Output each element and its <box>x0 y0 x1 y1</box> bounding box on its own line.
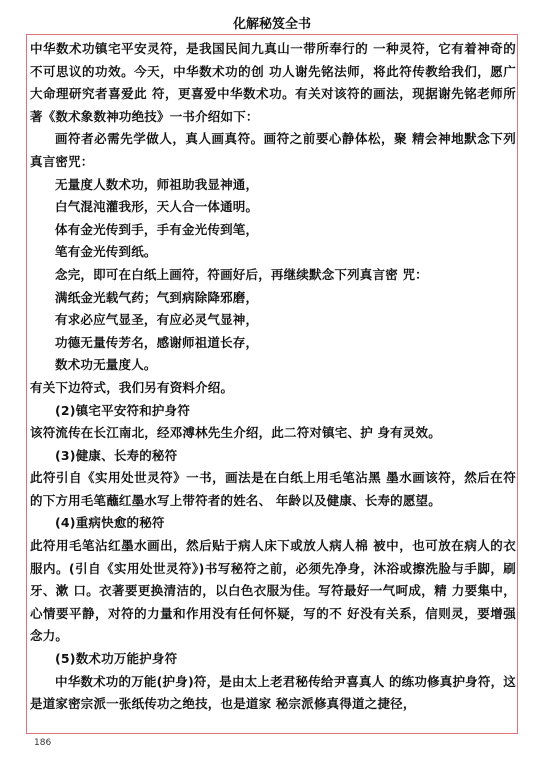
paragraph-section-5: 中华数术功的万能(护身)符，是由太上老君秘传给尹喜真人 的练功修真护身符，这是道家密宗派一张纸传功之绝技，也是道家 秘宗派修真得道之捷径， <box>30 673 516 712</box>
page-body <box>30 38 516 716</box>
section-heading-5: (5)数术功万能护身符 <box>55 651 178 667</box>
paragraph-section-3: 此符引自《实用处世灵符》一书，画法是在白纸上用毛笔沾黑 墨水画该符，然后在符的下方用毛笔蘸红墨水写上带符者的姓名、 年龄以及健康、长寿的愿望。 <box>30 470 516 508</box>
page-number: 186 <box>34 738 52 748</box>
section-heading-4: (4)重病快愈的秘符 <box>55 515 165 531</box>
paragraph-intro: 中华数术功镇宅平安灵符，是我国民间九真山一带所奉行的 一种灵符，它有着神奇的不可思议的功效。今天，中华数术功的创 功人谢先铭法师，将此符传教给我们，愿广大命理研究者喜爱此 符，更喜爱中华数术功。有关对该符的画法，现据谢先铭老师所著《数术象数神功绝技》一书介绍如下： <box>30 41 516 124</box>
mantra-line: 功德无量传芳名，感谢师祖道长存， <box>55 334 259 350</box>
paragraph-section-4: 此符用毛笔沾红墨水画出，然后贴于病人床下或放人病人棉 被中，也可放在病人的衣服内。(引自《实用处世灵符》)书写秘符之前，必须先净身，沐浴或擦洗脸与手脚，刷牙、漱 口。衣著要更换清洁的，以白色衣服为佳。写符最好一气呵成，精 力要集中，心情要平静，对符的力量和作用没有任何怀疑，写的不 好没有关系，信则灵，要增强念力。 <box>30 538 516 644</box>
section-heading-2: (2)镇宅平安符和护身符 <box>55 402 191 418</box>
mantra-line: 有求必应气显圣，有应必灵气显神， <box>55 312 259 328</box>
mantra-line: 数术功无量度人。 <box>55 357 157 373</box>
mantra-line: 满纸金光载气药；气到病除降邪磨， <box>55 289 259 305</box>
paragraph-drawing-method: 画符者必需先学做人，真人画真符。画符之前要心静体松，聚 精会神地默念下列真言密咒： <box>30 131 516 169</box>
paragraph-note: 有关下边符式，我们另有资料介绍。 <box>30 379 234 395</box>
mantra-line: 无量度人数术功，师祖助我显神通， <box>55 176 259 192</box>
section-heading-3: (3)健康、长寿的秘符 <box>55 447 178 463</box>
mantra-line: 白气混沌灌我形，天人合一体通明。 <box>55 199 259 215</box>
page-header-title: 化解秘笈全书 <box>232 17 311 32</box>
mantra-line: 体有金光传到手，手有金光传到笔， <box>55 221 259 237</box>
paragraph-after-mantra: 念完，即可在白纸上画符，符画好后，再继续默念下列真言密 咒： <box>55 266 428 282</box>
mantra-line: 笔有金光传到纸。 <box>55 244 157 260</box>
paragraph-section-2: 该符流传在长江南北，经邓溥林先生介绍，此二符对镇宅、护 身有灵效。 <box>30 425 441 441</box>
